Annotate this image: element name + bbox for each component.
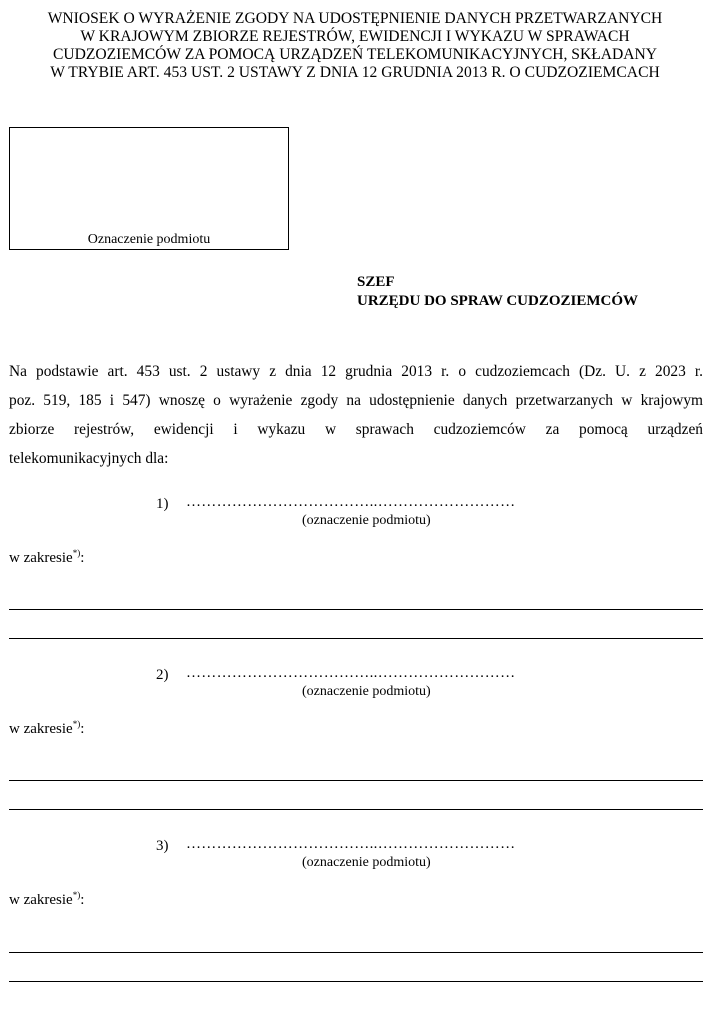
intro-line: zbiorze rejestrów, ewidencji i wykazu w sprawach cudzoziemców za pomocą urządzeń — [9, 421, 703, 438]
entry-number: 1) — [156, 496, 169, 512]
scope-input-line[interactable] — [9, 638, 703, 639]
entry-number: 2) — [156, 667, 169, 683]
scope-input-line[interactable] — [9, 952, 703, 953]
form-title-line: W KRAJOWYM ZBIORZE REJESTRÓW, EWIDENCJI I WYKAZU W SPRAWACH — [80, 28, 630, 45]
scope-input-line[interactable] — [9, 780, 703, 781]
entity-designation-field[interactable]: ………………………………..……………………… — [186, 836, 516, 852]
entity-designation-field[interactable]: ………………………………..……………………… — [186, 494, 516, 510]
scope-label: w zakresie*): — [9, 548, 85, 566]
entry-number: 3) — [156, 838, 169, 854]
intro-line: poz. 519, 185 i 547) wnoszę o wyrażenie zgody na udostępnienie danych przetwarzanych w krajowym — [9, 392, 703, 409]
addressee-line-2: URZĘDU DO SPRAW CUDZOZIEMCÓW — [357, 293, 639, 309]
scope-input-line[interactable] — [9, 981, 703, 982]
scope-label: w zakresie*): — [9, 719, 85, 737]
form-title-line: WNIOSEK O WYRAŻENIE ZGODY NA UDOSTĘPNIENIE DANYCH PRZETWARZANYCH — [47, 10, 663, 27]
form-title — [10, 10, 700, 82]
footnote-mark: *) — [72, 719, 81, 729]
entry-caption: (oznaczenie podmiotu) — [302, 684, 431, 699]
entry-caption: (oznaczenie podmiotu) — [302, 513, 431, 528]
intro-paragraph — [9, 357, 703, 473]
scope-label: w zakresie*): — [9, 890, 85, 908]
scope-input-line[interactable] — [9, 609, 703, 610]
intro-line: Na podstawie art. 453 ust. 2 ustawy z dnia 12 grudnia 2013 r. o cudzoziemcach (Dz. U. z 2023 r. — [9, 363, 703, 380]
entity-designation-field[interactable]: ………………………………..……………………… — [186, 665, 516, 681]
footnote-mark: *) — [72, 548, 81, 558]
addressee-line-1: SZEF — [357, 274, 395, 290]
addressee — [357, 273, 638, 311]
intro-line: telekomunikacyjnych dla: — [9, 450, 169, 467]
entry-caption: (oznaczenie podmiotu) — [302, 855, 431, 870]
form-title-line: W TRYBIE ART. 453 UST. 2 USTAWY Z DNIA 12 GRUDNIA 2013 R. O CUDZOZIEMCACH — [50, 64, 660, 81]
entity-stamp-caption: Oznaczenie podmiotu — [87, 232, 211, 247]
entity-stamp-box[interactable] — [9, 127, 289, 250]
form-title-line: CUDZOZIEMCÓW ZA POMOCĄ URZĄDZEŃ TELEKOMUNIKACYJNYCH, SKŁADANY — [52, 46, 658, 63]
scope-input-line[interactable] — [9, 809, 703, 810]
footnote-mark: *) — [72, 890, 81, 900]
